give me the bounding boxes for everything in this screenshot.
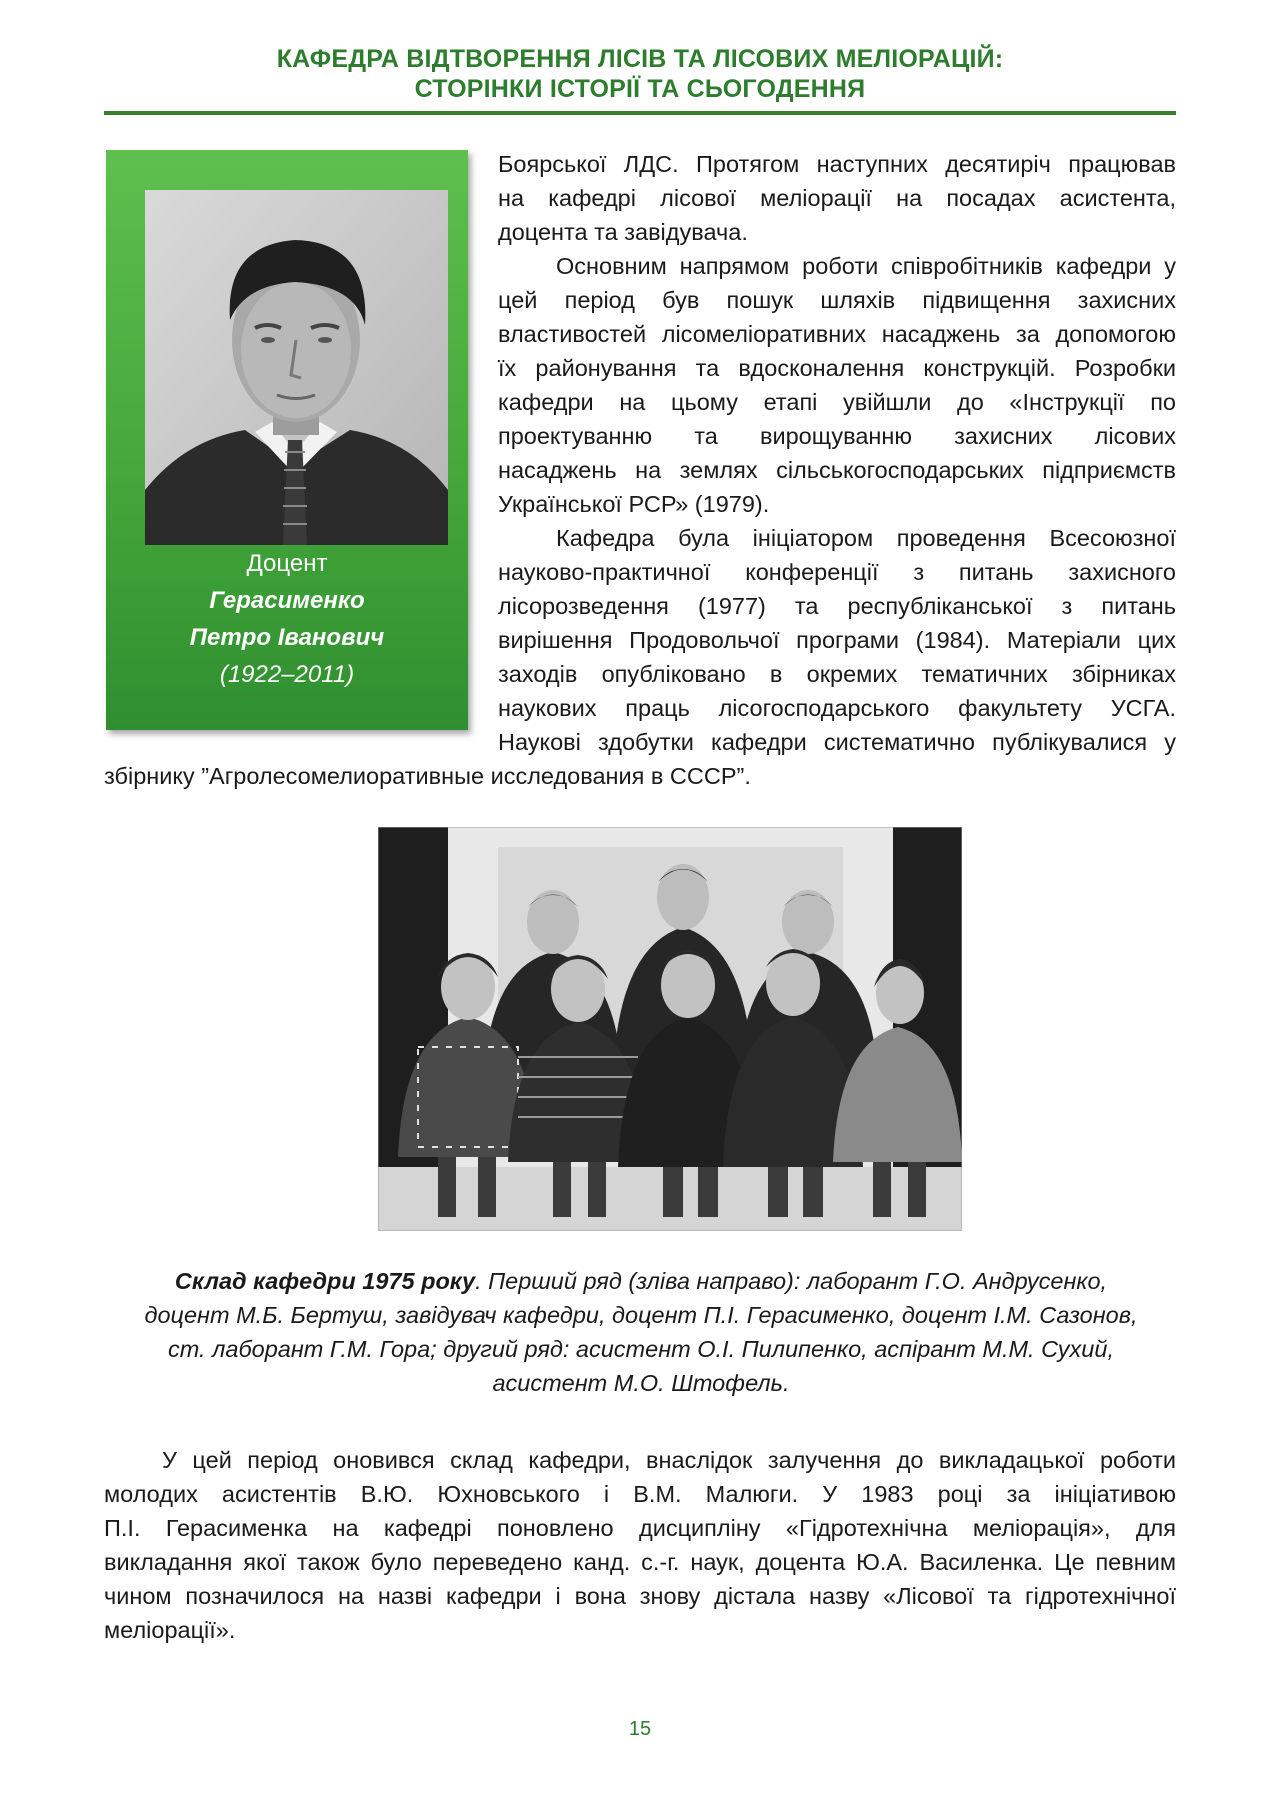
- text-line: властивостей лісомеліоративних насаджень за допомогою: [498, 321, 1176, 347]
- text-line: Кафедра була ініціатором проведення Всесоюзної: [556, 525, 1176, 551]
- header-line-2: СТОРІНКИ ІСТОРІЇ ТА СЬОГОДЕННЯ: [414, 75, 866, 103]
- text-line: Боярської ЛДС. Протягом наступних десятиріч працював: [498, 151, 1176, 177]
- text-line: П.І. Герасименка на кафедрі поновлено дисципліну «Гідротехнічна меліорація», для: [104, 1515, 1176, 1541]
- text-line: Української РСР» (1979).: [498, 491, 770, 517]
- body-text-column: [498, 147, 1176, 759]
- text-line: на кафедрі лісової меліорації на посадах асистента,: [498, 185, 1176, 211]
- text-line: викладання якої також було переведено канд. с.-г. наук, доцента Ю.А. Василенка. Це певним: [104, 1549, 1176, 1575]
- body-text-bottom: [104, 1443, 1176, 1647]
- text-line: молодих асистентів В.Ю. Юхновського і В.М. Малюги. У 1983 році за ініціативою: [104, 1481, 1176, 1507]
- portrait-caption: [106, 545, 468, 693]
- text-line: вирішення Продовольчої програми (1984). Матеріали цих: [498, 627, 1176, 653]
- text-line: Основним напрямом роботи співробітників кафедри у: [556, 253, 1176, 279]
- text-line: науково-практичної конференції з питань захисного: [498, 559, 1176, 585]
- text-line: їх районування та вдосконалення конструкцій. Розробки: [498, 355, 1176, 381]
- caption-line-3: ст. лаборант Г.М. Гора; другий ряд: асистент О.І. Пилипенко, аспірант М.М. Сухий,: [168, 1336, 1114, 1362]
- text-line: доцента та завідувача.: [498, 219, 748, 245]
- text-line: меліорації».: [104, 1617, 236, 1643]
- text-line: кафедри на цьому етапі увійшли до «Інструкції по: [498, 389, 1176, 415]
- text-line: У цей період оновився склад кафедри, внаслідок залучення до викладацької роботи: [162, 1447, 1176, 1473]
- text-line: збірнику ”Агролесомелиоративные исследования в СССР”.: [104, 763, 751, 789]
- portrait-given-names: Петро Іванович: [189, 624, 385, 651]
- portrait-years: (1922–2011): [219, 661, 355, 688]
- caption-line-2: доцент М.Б. Бертуш, завідувач кафедри, доцент П.І. Герасименко, доцент І.М. Сазонов,: [144, 1302, 1138, 1328]
- text-line: лісорозведення (1977) та республіканської з питань: [498, 593, 1176, 619]
- caption-lead: Склад кафедри 1975 року: [174, 1268, 476, 1294]
- header-divider: [104, 111, 1176, 115]
- header-line-1: КАФЕДРА ВІДТВОРЕННЯ ЛІСІВ ТА ЛІСОВИХ МЕЛІОРАЦІЙ:: [276, 45, 1004, 73]
- text-line: цей період був пошук шляхів підвищення захисних: [498, 287, 1176, 313]
- portrait-surname: Герасименко: [209, 587, 365, 614]
- body-text-wide-line: [104, 759, 1176, 793]
- portrait-rank: Доцент: [246, 550, 328, 577]
- caption-line-4: асистент М.О. Штофель.: [492, 1370, 790, 1396]
- text-line: чином позначилося на назві кафедри і вона знову дістала назву «Лісової та гідротехнічної: [104, 1583, 1176, 1609]
- text-line: заходів опубліковано в окремих тематичних збірниках: [498, 661, 1176, 687]
- page-number: 15: [628, 1718, 652, 1740]
- text-line: насаджень на землях сільськогосподарських підприємств: [498, 457, 1176, 483]
- portrait-panel: [106, 150, 468, 730]
- portrait-photo: [145, 190, 448, 545]
- running-header: [104, 44, 1176, 104]
- text-line: проектуванню та вирощуванню захисних лісових: [498, 423, 1176, 449]
- caption-line-1-rest: . Перший ряд (зліва направо): лаборант Г.О. Андрусенко,: [475, 1268, 1108, 1294]
- text-line: наукових праць лісогосподарського факультету УСГА.: [498, 695, 1176, 721]
- caption-line-1: [106, 1264, 1176, 1298]
- group-photo-caption: [106, 1264, 1176, 1400]
- group-photo: [378, 827, 962, 1231]
- text-line: Наукові здобутки кафедри систематично публікувалися у: [498, 729, 1176, 755]
